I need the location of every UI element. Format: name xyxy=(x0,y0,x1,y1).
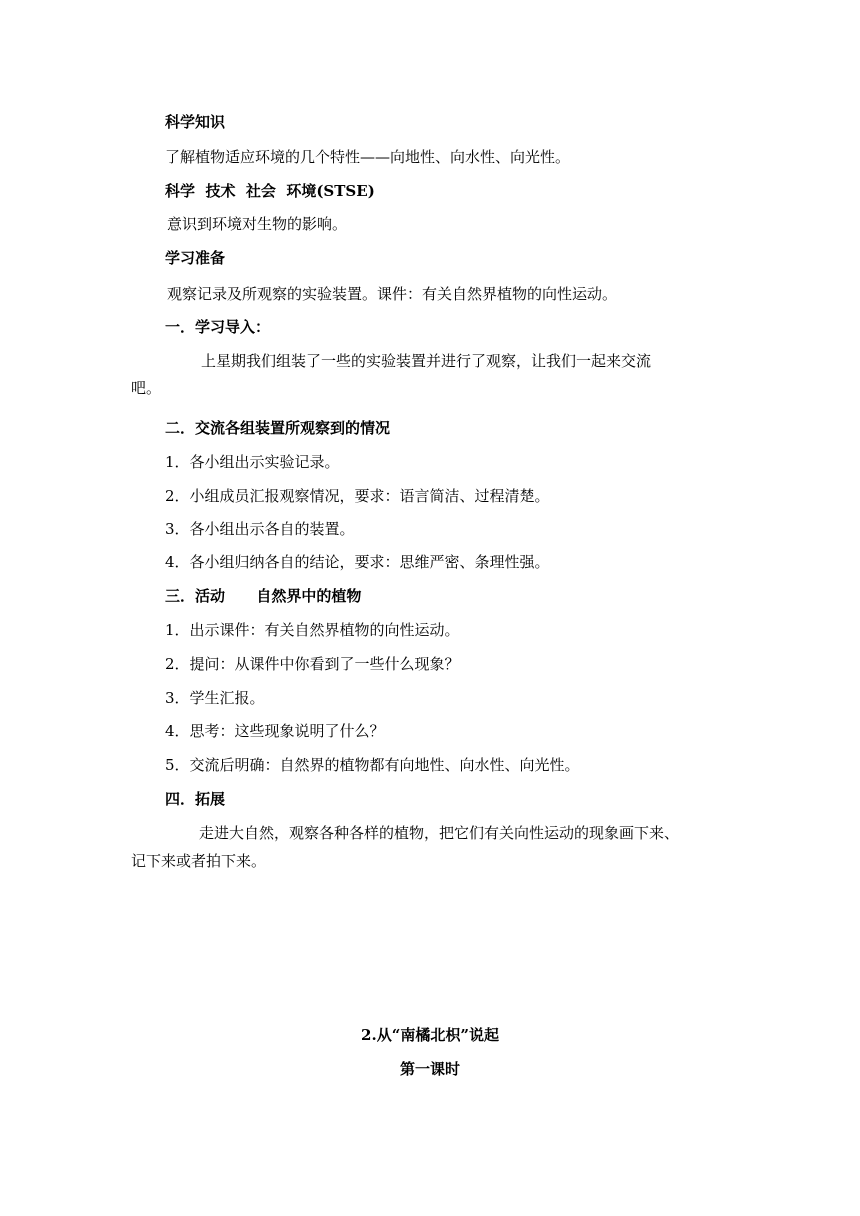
stse-text: 意识到环境对生物的影响。 xyxy=(167,215,348,233)
stse-heading: 科学 技术 社会 环境(STSE) xyxy=(165,182,375,200)
extension-paragraph-line-1: 走进大自然，观察各种各样的植物，把它们有关向性运动的现象画下来、 xyxy=(199,824,680,842)
list-item: 2．提问：从课件中你看到了一些什么现象？ xyxy=(165,655,460,673)
list-item: 5．交流后明确：自然界的植物都有向地性、向水性、向光性。 xyxy=(165,756,580,774)
science-knowledge-text: 了解植物适应环境的几个特性——向地性、向水性、向光性。 xyxy=(165,148,571,166)
next-lesson-title: 2.从“南橘北枳”说起 xyxy=(361,1026,499,1044)
list-item: 3．学生汇报。 xyxy=(165,689,265,707)
exchange-heading: 二．交流各组装置所观察到的情况 xyxy=(165,419,391,437)
list-item: 4．各小组归纳各自的结论，要求：思维严密、条理性强。 xyxy=(165,553,550,571)
next-lesson-subtitle: 第一课时 xyxy=(399,1060,460,1078)
list-item: 3．各小组出示各自的装置。 xyxy=(165,520,355,538)
activity-heading: 三．活动 自然界中的植物 xyxy=(165,587,362,605)
science-knowledge-heading: 科学知识 xyxy=(165,113,226,131)
list-item: 2．小组成员汇报观察情况，要求：语言简洁、过程清楚。 xyxy=(165,487,550,505)
list-item: 1．出示课件：有关自然界植物的向性运动。 xyxy=(165,621,460,639)
extension-paragraph-line-2: 记下来或者拍下来。 xyxy=(131,852,267,870)
preparation-text: 观察记录及所观察的实验装置。课件：有关自然界植物的向性运动。 xyxy=(167,285,618,303)
list-item: 1．各小组出示实验记录。 xyxy=(165,453,340,471)
intro-paragraph-line-1: 上星期我们组装了一些的实验装置并进行了观察，让我们一起来交流 xyxy=(201,352,652,370)
intro-heading: 一．学习导入： xyxy=(165,318,271,336)
preparation-heading: 学习准备 xyxy=(165,249,226,267)
intro-paragraph-line-2: 吧。 xyxy=(131,379,162,397)
list-item: 4．思考：这些现象说明了什么？ xyxy=(165,722,385,740)
extension-heading: 四．拓展 xyxy=(165,790,226,808)
